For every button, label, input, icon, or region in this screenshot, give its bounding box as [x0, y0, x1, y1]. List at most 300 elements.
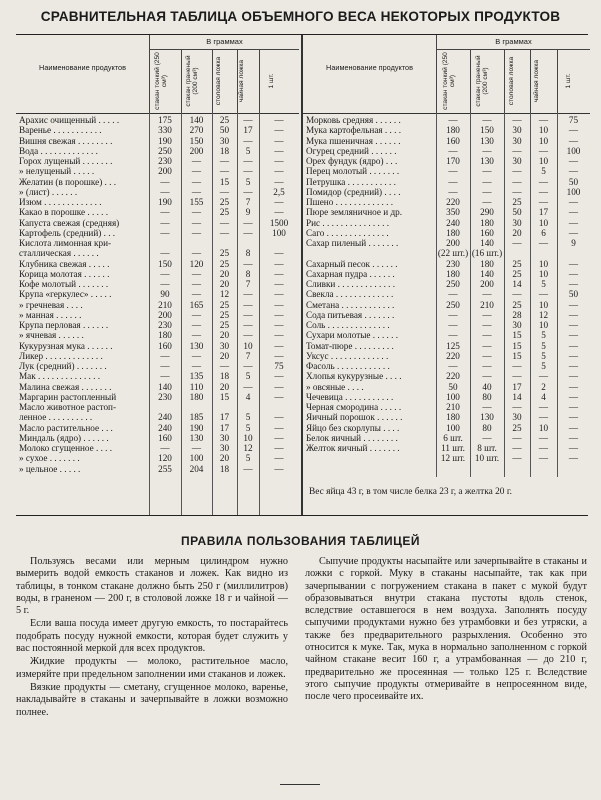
table-cell: —	[568, 227, 579, 238]
product-name: Масло растительное . . .	[19, 422, 113, 433]
product-name: Яйцо без скорлупы . . . .	[306, 422, 400, 433]
product-name: Морковь средняя . . . . . .	[306, 115, 401, 125]
table-cell: 135	[189, 371, 204, 382]
table-cell: 25	[219, 115, 230, 125]
table-cell: 350	[446, 207, 460, 218]
table-cell: 6 шт.	[443, 432, 463, 443]
table-row	[16, 248, 299, 258]
table-row	[303, 351, 590, 361]
table-cell: 30	[512, 135, 522, 146]
table-cell: 10	[538, 258, 549, 269]
table-cell: 9	[245, 207, 251, 218]
table-cell: 25	[219, 248, 230, 259]
table-cell: —	[191, 289, 202, 300]
table-cell: 140	[189, 115, 204, 125]
table-cell: —	[568, 391, 579, 402]
table-cell: 20	[219, 453, 230, 464]
product-name: Хлопья кукурузные . . . .	[306, 371, 402, 382]
header-tablespoon: столовая ложка	[508, 56, 515, 106]
product-name: Уксус . . . . . . . . . . . . .	[306, 350, 389, 361]
table-cell: 10	[538, 422, 549, 433]
product-name: Какао в порошке . . . . .	[19, 207, 109, 218]
table-cell: —	[243, 186, 253, 197]
table-cell: —	[274, 330, 284, 341]
table-row	[16, 269, 299, 279]
table-cell: 25	[512, 268, 522, 279]
table-cell: —	[243, 135, 253, 146]
table-cell: 10	[243, 432, 253, 443]
table-row	[303, 320, 590, 330]
table-cell: 5	[541, 350, 546, 361]
product-name: Рис . . . . . . . . . . . . . . .	[306, 217, 390, 228]
product-name: » сухое . . . . . . .	[19, 453, 80, 464]
table-cell: 10	[538, 268, 549, 279]
table-row	[16, 177, 299, 187]
table-cell: —	[512, 371, 522, 382]
table-cell: 204	[189, 463, 204, 474]
table-cell: —	[538, 115, 549, 125]
table-cell: 7	[245, 197, 251, 207]
table-cell: 8 шт.	[477, 443, 497, 453]
table-cell: —	[538, 238, 549, 248]
table-cell: —	[191, 227, 202, 238]
table-rows-left	[16, 115, 299, 474]
table-cell: —	[243, 463, 253, 474]
table-cell: 180	[158, 330, 172, 341]
table-cell: —	[448, 115, 458, 125]
table-row	[16, 371, 299, 381]
table-cell: 100	[189, 453, 204, 464]
table-cell: 15	[512, 340, 522, 351]
table-cell: —	[243, 115, 253, 125]
table-cell: —	[538, 186, 549, 197]
table-cell: 50	[512, 207, 522, 218]
table-cell: 12	[219, 289, 230, 300]
table-row	[303, 177, 590, 187]
product-name: Капуста свежая (средняя)	[19, 217, 120, 228]
egg-weight-note: Вес яйца 43 г, в том числе белка 23 г, а желтка 20 г.	[309, 487, 512, 497]
table-row	[16, 412, 299, 422]
table-cell: 4	[541, 391, 546, 402]
table-cell: —	[568, 279, 579, 289]
header-tablespoon: столовая ложка	[215, 56, 222, 106]
table-cell: 220	[446, 197, 460, 207]
product-name: Варенье . . . . . . . . . . .	[19, 125, 102, 136]
table-cell: 150	[189, 135, 204, 146]
product-name: Белок яичный . . . . . . . .	[306, 432, 398, 443]
table-cell: 10	[538, 135, 549, 146]
table-cell: 80	[482, 422, 492, 433]
table-cell: —	[568, 402, 579, 412]
table-cell: 100	[272, 227, 286, 238]
table-cell: —	[482, 186, 492, 197]
header-teaspoon: чайная ложка	[533, 59, 540, 103]
table-cell: —	[243, 227, 253, 238]
rules-paragraph: Вязкие продукты — сметану, сгущенное молоко, варенье, накладывайте в стаканы и зачерпывайте в ложки возможно полнее.	[16, 681, 288, 718]
table-cell: 2	[541, 381, 546, 392]
table-cell: 20	[219, 268, 230, 279]
table-cell: 240	[158, 422, 172, 433]
table-cell: 25	[219, 197, 230, 207]
table-cell: —	[274, 258, 284, 269]
table-cell: 150	[158, 258, 172, 269]
table-cell: 200	[446, 238, 460, 248]
table-cell: —	[160, 361, 170, 371]
table-cell: 14	[512, 279, 522, 289]
table-row	[16, 320, 299, 330]
table-cell: —	[191, 176, 202, 187]
table-rows-right	[303, 115, 590, 464]
header-glass-faceted: стакан граненый (200 см³)	[185, 55, 200, 107]
table-cell: 20	[219, 350, 230, 361]
table-cell: —	[274, 463, 284, 474]
table-row	[303, 248, 590, 258]
table-cell: —	[191, 268, 202, 279]
product-name: Клубника свежая . . . . .	[19, 258, 110, 269]
table-cell: 160	[158, 340, 172, 351]
table-cell: —	[274, 207, 284, 218]
product-name: Кислота лимонная кри-	[19, 238, 112, 248]
table-cell: —	[274, 197, 284, 207]
table-cell: —	[191, 330, 202, 341]
table-cell: 15	[512, 330, 522, 341]
product-name: Пшено . . . . . . . . . . . . .	[306, 197, 394, 207]
table-cell: 100	[566, 145, 581, 156]
table-cell: —	[538, 176, 549, 187]
table-cell: —	[482, 330, 492, 341]
product-name: Сухари молотые . . . . . .	[306, 330, 399, 341]
table-cell: 270	[189, 125, 204, 136]
product-name: Корица молотая . . . . . .	[19, 268, 110, 279]
table-cell: —	[568, 350, 579, 361]
product-name: Кофе молотый . . . . . . .	[19, 279, 109, 289]
table-row	[303, 279, 590, 289]
table-cell: 80	[482, 391, 492, 402]
table-cell: —	[243, 309, 253, 320]
table-cell: —	[512, 361, 522, 371]
table-cell: 100	[446, 422, 460, 433]
table-cell: 230	[158, 391, 172, 402]
table-cell: —	[538, 412, 549, 423]
table-cell: —	[448, 145, 458, 156]
table-cell: —	[538, 453, 549, 464]
table-cell: —	[219, 227, 230, 238]
table-row	[16, 361, 299, 371]
table-cell: —	[482, 166, 492, 177]
product-name: ленное . . . . . . . . . .	[19, 412, 93, 423]
table-cell: 180	[189, 391, 204, 402]
table-cell: 125	[446, 340, 460, 351]
rules-paragraph: Сыпучие продукты насыпайте или зачерпывайте в стаканы и ложки с горкой. Муку в стаканы насыпайте, так как при зачерпывании с погружением стакана в пакет с мукой будут образовываться внутри стакана пустоты вдоль стенок, вследствие оставшегося в нем воздуха. Заполнять посуду сыпучими продуктами нужно без утрамбовки и без утряски, а также без предварительного разрыхления. Особенно это относится к муке. Так, мука в нормально заполненном с горкой чайном стакане весит 160 г, а утрамбованная — до 210 г, предварительно же просеянная — только 125 г. Вследствие этого сыпучие продукты отмеривайте в непросеянном виде, после чего просеивайте их.	[305, 556, 587, 703]
table-row	[16, 392, 299, 402]
table-cell: —	[568, 381, 579, 392]
table-cell: 8	[245, 248, 251, 259]
table-cell: —	[448, 186, 458, 197]
table-row	[16, 279, 299, 289]
product-name: Мак . . . . . . . . . . . . . .	[19, 371, 101, 382]
product-name: Желток яичный . . . . . . .	[306, 443, 400, 453]
product-name: Томат-пюре . . . . . . . . .	[306, 340, 394, 351]
table-row	[303, 166, 590, 176]
product-name: » нелущеный . . . . .	[19, 166, 95, 177]
table-cell: 230	[158, 156, 172, 166]
table-cell: 25	[219, 207, 230, 218]
table-row	[303, 402, 590, 412]
table-cell: 140	[158, 381, 172, 392]
rules-paragraph: Пользуясь весами или мерным цилиндром нужно вымерить водой емкость стаканов и ложек. Как видно из таблицы, в тонком стакане должно быть 250 г (миллилитров) воды, в граненом — 200 г, в столовой ложке 18 г и чайной — 5 г.	[16, 556, 288, 617]
product-name: Черная смородина . . . . .	[306, 402, 402, 412]
table-cell: —	[274, 156, 284, 166]
table-cell: 10	[538, 299, 549, 310]
product-name: Пюре земляничное и др.	[306, 207, 403, 218]
table-cell: 75	[274, 361, 284, 371]
table-cell: —	[191, 166, 202, 177]
product-name: Помидор (средний) . . . .	[306, 186, 401, 197]
table-row	[303, 392, 590, 402]
table-row	[16, 166, 299, 176]
table-cell: 50	[568, 289, 579, 300]
table-cell: —	[160, 443, 170, 453]
table-cell: —	[219, 166, 230, 177]
product-name: Вишня свежая . . . . . . . .	[19, 135, 113, 146]
table-cell: —	[160, 176, 170, 187]
table-cell: —	[482, 309, 492, 320]
header-grams-group: В граммах	[437, 35, 590, 50]
table-cell: 17	[219, 422, 230, 433]
table-cell: 240	[446, 217, 460, 228]
table-row	[303, 341, 590, 351]
product-name: Сода питьевая . . . . . . .	[306, 309, 395, 320]
table-cell: 30	[512, 320, 522, 330]
table-row	[16, 341, 299, 351]
table-cell: —	[482, 115, 492, 125]
table-cell: —	[274, 268, 284, 279]
table-cell: —	[274, 125, 284, 136]
table-cell: —	[568, 217, 579, 228]
table-cell: 220	[446, 350, 460, 361]
product-name: Петрушка . . . . . . . . . . .	[306, 176, 396, 187]
product-name: Горох лущеный . . . . . . .	[19, 156, 113, 166]
product-name: Сливки . . . . . . . . . . . . .	[306, 279, 396, 289]
table-cell: —	[274, 391, 284, 402]
table-cell: 210	[480, 299, 494, 310]
product-name: Картофель (средний) . . .	[19, 227, 116, 238]
table-cell: 200	[189, 145, 204, 156]
table-cell: —	[274, 279, 284, 289]
product-name: Перец молотый . . . . . . .	[306, 166, 400, 177]
table-row	[303, 228, 590, 238]
table-cell: —	[243, 361, 253, 371]
table-cell: —	[219, 217, 230, 228]
table-cell: —	[482, 320, 492, 330]
table-cell: —	[482, 402, 492, 412]
header-glass-thin: стакан тонкий (250 см³)	[442, 52, 457, 110]
table-cell: —	[274, 166, 284, 177]
table-row	[16, 197, 299, 207]
table-cell: —	[191, 279, 202, 289]
table-cell: 15	[512, 350, 522, 361]
table-cell: 100	[566, 186, 581, 197]
table-cell: —	[274, 453, 284, 464]
table-cell: —	[538, 145, 549, 156]
table-cell: 15	[219, 391, 230, 402]
table-row	[303, 197, 590, 207]
table-cell: —	[482, 350, 492, 361]
table-row	[16, 146, 299, 156]
table-cell: 180	[480, 217, 494, 228]
product-name: Мука картофельная . . . .	[306, 125, 401, 136]
table-cell: —	[568, 197, 579, 207]
table-cell: —	[160, 268, 170, 279]
product-name: Чечевица . . . . . . . . . . .	[306, 391, 394, 402]
table-cell: —	[274, 248, 284, 259]
table-cell: —	[512, 402, 522, 412]
table-cell: —	[274, 145, 284, 156]
table-row	[16, 443, 299, 453]
table-cell: 130	[480, 135, 494, 146]
table-cell: —	[160, 371, 170, 382]
table-cell: —	[274, 371, 284, 382]
table-cell: 5	[245, 422, 251, 433]
table-row	[303, 361, 590, 371]
table-cell: 20	[219, 330, 230, 341]
table-row	[303, 207, 590, 217]
product-name: » овсяные . . . .	[306, 381, 364, 392]
table-cell: —	[274, 432, 284, 443]
table-cell: 11 шт.	[441, 443, 465, 453]
table-cell: —	[512, 453, 522, 464]
table-row	[303, 136, 590, 146]
table-cell: —	[512, 289, 522, 300]
table-cell: 180	[446, 125, 460, 136]
table-cell: 140	[480, 238, 494, 248]
table-cell: —	[160, 350, 170, 361]
table-cell: —	[191, 186, 202, 197]
table-cell: 240	[158, 412, 172, 423]
table-row	[303, 218, 590, 228]
header-piece: 1 шт.	[268, 73, 275, 89]
table-cell: —	[448, 289, 458, 300]
header-piece: 1 шт.	[565, 73, 572, 89]
table-cell: 140	[480, 268, 494, 279]
table-cell: —	[243, 258, 253, 269]
table-row	[303, 146, 590, 156]
table-cell: 8	[245, 268, 251, 279]
table-row	[16, 115, 299, 125]
table-cell: —	[160, 207, 170, 218]
table-row	[16, 310, 299, 320]
table-cell: 90	[160, 289, 170, 300]
product-name: Крупа «геркулес» . . . . .	[19, 289, 112, 300]
table-cell: 18	[219, 145, 230, 156]
product-name: Мука пшеничная . . . . . .	[306, 135, 401, 146]
table-cell: —	[274, 289, 284, 300]
table-row	[303, 156, 590, 166]
table-cell: 5	[541, 340, 546, 351]
table-cell: 165	[189, 299, 204, 310]
table-cell: 17	[243, 125, 253, 136]
table-row	[16, 351, 299, 361]
table-cell: 12	[538, 309, 549, 320]
table-cell: 20	[219, 279, 230, 289]
product-name: Огурец средний . . . . . .	[306, 145, 397, 156]
product-name: Свекла . . . . . . . . . . . . .	[306, 289, 394, 300]
table-cell: —	[568, 412, 579, 423]
table-cell: —	[160, 248, 170, 259]
table-cell: —	[538, 197, 549, 207]
table-cell: 290	[480, 207, 494, 218]
table-cell: 5	[245, 453, 251, 464]
table-row	[16, 125, 299, 135]
table-row	[303, 423, 590, 433]
table-cell: —	[538, 402, 549, 412]
table-cell: 14	[512, 391, 522, 402]
table-cell: —	[274, 381, 284, 392]
table-cell: 220	[446, 371, 460, 382]
header-glass-thin: стакан тонкий (250 см³)	[154, 52, 169, 110]
table-cell: —	[568, 309, 579, 320]
table-cell: —	[274, 135, 284, 146]
table-cell: 30	[219, 340, 230, 351]
table-cell: —	[274, 309, 284, 320]
table-cell: —	[538, 371, 549, 382]
table-row	[303, 300, 590, 310]
table-cell: —	[482, 145, 492, 156]
table-row	[303, 187, 590, 197]
table-cell: —	[538, 289, 549, 300]
table-cell: 25	[219, 299, 230, 310]
table-cell: 20	[219, 381, 230, 392]
table-cell: —	[568, 432, 579, 443]
table-cell: —	[482, 432, 492, 443]
table-cell: —	[219, 361, 230, 371]
table-cell: 190	[158, 135, 172, 146]
table-cell: —	[160, 227, 170, 238]
table-cell: —	[482, 176, 492, 187]
table-row	[303, 371, 590, 381]
table-cell: —	[512, 145, 522, 156]
table-row	[303, 382, 590, 392]
table-cell: —	[568, 330, 579, 341]
table-cell: —	[512, 443, 522, 453]
table-cell: (22 шт.)	[437, 248, 469, 259]
product-name: Миндаль (ядро) . . . . . .	[19, 432, 109, 443]
table-row	[16, 453, 299, 463]
table-cell: 130	[480, 156, 494, 166]
table-cell: 250	[446, 299, 460, 310]
product-name: Фасоль . . . . . . . . . . . .	[306, 361, 390, 371]
table-cell: —	[219, 156, 230, 166]
table-row	[303, 453, 590, 463]
table-cell: 175	[158, 115, 172, 125]
table-cell: 25	[219, 309, 230, 320]
table-cell: —	[243, 156, 253, 166]
table-cell: 180	[446, 268, 460, 279]
table-cell: 7	[245, 279, 251, 289]
table-cell: —	[274, 320, 284, 330]
table-cell: —	[482, 197, 492, 207]
table-cell: 180	[480, 258, 494, 269]
table-cell: 190	[189, 422, 204, 433]
table-cell: —	[448, 166, 458, 177]
table-cell: —	[243, 289, 253, 300]
table-cell: 1500	[269, 217, 289, 228]
table-cell: 5	[245, 371, 251, 382]
table-cell: —	[568, 371, 579, 382]
product-name: Малина свежая . . . . . . .	[19, 381, 112, 392]
table-row	[303, 125, 590, 135]
product-name: Сметана . . . . . . . . . . . .	[306, 299, 395, 310]
